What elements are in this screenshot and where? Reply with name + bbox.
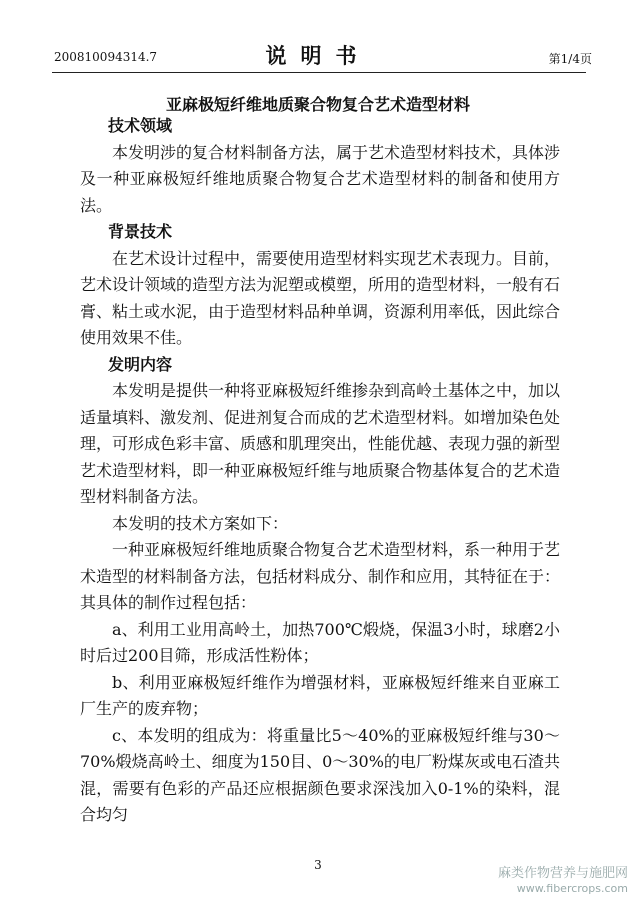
page-number: 3	[314, 858, 322, 872]
watermark	[498, 866, 628, 896]
document-number: 200810094314.7	[54, 50, 158, 64]
section-heading: 发明内容	[108, 354, 173, 374]
page-info: 第1/4页	[548, 52, 592, 66]
paragraph: 一种亚麻极短纤维地质聚合物复合艺术造型材料，系一种用于艺术造型的材料制备方法，包括材料成分、制作和应用，其特征在于：其具体的制作过程包括：	[80, 540, 561, 612]
document-body	[80, 113, 560, 829]
section-heading: 技术领域	[108, 116, 173, 135]
paragraph: 本发明的技术方案如下：	[112, 513, 289, 533]
watermark-site-name: 麻类作物营养与施肥网	[497, 866, 628, 881]
paragraph: 在艺术设计过程中，需要使用造型材料实现艺术表现力。目前，艺术设计领域的造型方法为泥塑或模塑，所用的造型材料，一般有石膏、粘土或水泥，由于造型材料品种单调，资源利用率低，因此综合使用效果不佳。	[80, 248, 561, 347]
paragraph: c、本发明的组成为：将重量比5～40%的亚麻极短纤维与30～70%煅烧高岭土、细度为150目、0～30%的电厂粉煤灰或电石渣共混，需要有色彩的产品还应根据颜色要求深浅加入0-1%的染料，混合均匀	[80, 725, 560, 824]
document-title: 亚麻极短纤维地质聚合物复合艺术造型材料	[165, 95, 470, 114]
section-heading: 背景技术	[108, 222, 173, 241]
paragraph: 本发明涉的复合材料制备方法，属于艺术造型材料技术，具体涉及一种亚麻极短纤维地质聚合物复合艺术造型材料的制备和使用方法。	[80, 142, 561, 215]
header-title: 说明书	[265, 44, 371, 68]
paragraph: b、利用亚麻极短纤维作为增强材料，亚麻极短纤维来自亚麻工厂生产的废弃物；	[80, 672, 560, 718]
watermark-url: www.fibercrops.com	[516, 882, 628, 895]
paragraph: 本发明是提供一种将亚麻极短纤维掺杂到高岭土基体之中，加以适量填料、激发剂、促进剂复合而成的艺术造型材料。如增加染色处理，可形成色彩丰富、质感和肌理突出，性能优越、表现力强的新型艺术造型材料，即一种亚麻极短纤维与地质聚合物基体复合的艺术造型材料制备方法。	[80, 381, 561, 506]
paragraph: a、利用工业用高岭土，加热700℃煅烧，保温3小时，球磨2小时后过200目筛，形成活性粉体；	[80, 619, 560, 665]
header-rule	[52, 72, 586, 73]
